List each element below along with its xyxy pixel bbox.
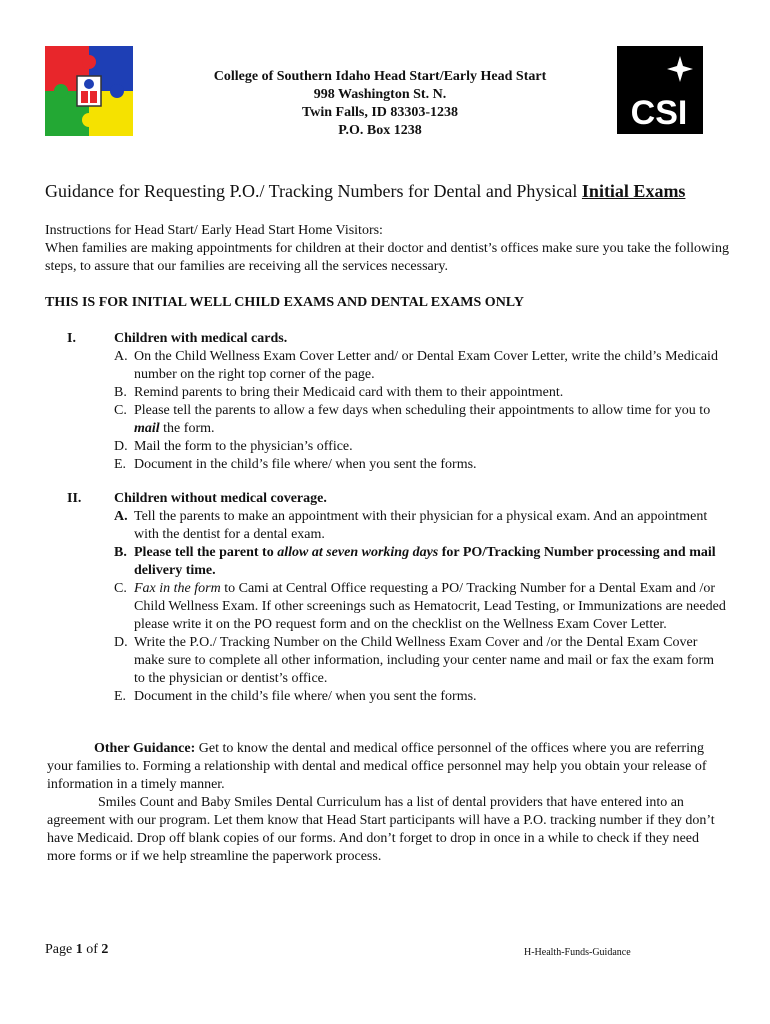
other-guidance (47, 740, 727, 866)
intro-paragraph (45, 222, 735, 276)
list-item: B. Please tell the parent to allow at seven working days for PO/Tracking Number processing and mail delivery time. (114, 545, 716, 578)
list-item: D. Mail the form to the physician’s office. (114, 439, 353, 454)
section-numeral: I. (67, 331, 76, 346)
city-state-zip: Twin Falls, ID 83303-1238 (301, 105, 459, 120)
csi-logo (617, 46, 703, 134)
document-code: H-Health-Funds-Guidance (524, 947, 631, 958)
section-list (114, 508, 726, 706)
list-item: E. Document in the child’s file where/ when you sent the forms. (114, 689, 477, 704)
section-list (114, 348, 726, 474)
list-item: A. On the Child Wellness Exam Cover Letter and/ or Dental Exam Cover Letter, write the child’s Medicaid number on the right top corner of the page. (114, 349, 718, 382)
street-address: 998 Washington St. N. (313, 87, 447, 102)
section-heading: Children with medical cards. (114, 331, 288, 346)
child-figure-icon (77, 76, 101, 106)
po-box: P.O. Box 1238 (338, 123, 422, 138)
list-item: C. Fax in the form to Cami at Central Office requesting a PO/ Tracking Number for a Dental Exam and /or Child Wellness Exam. If other screenings such as Hematocrit, Lead Testing, or Immunizations are needed please write it on the PO request form and on the checklist on the Wellness Exam Cover Letter. (114, 581, 726, 632)
organization-address (150, 68, 610, 140)
csi-logo-text: CSI (630, 94, 688, 132)
title-main: Guidance for Requesting P.O./ Tracking Numbers for Dental and Physical (45, 181, 582, 201)
list-item: B. Remind parents to bring their Medicaid card with them to their appointment. (114, 385, 564, 400)
list-item: C. Please tell the parents to allow a few days when scheduling their appointments to allow time for you to mail the form. (114, 403, 711, 436)
head-start-puzzle-logo (45, 46, 133, 136)
exam-scope-note: THIS IS FOR INITIAL WELL CHILD EXAMS AND DENTAL EXAMS ONLY (45, 295, 524, 310)
org-name: College of Southern Idaho Head Start/Early Head Start (213, 69, 547, 84)
list-item: D. Write the P.O./ Tracking Number on the Child Wellness Exam Cover and /or the Dental Exam Cover make sure to complete all other information, including your center name and mail or fax the exam form to the physician or dentist’s office. (114, 635, 715, 686)
list-item: A. Tell the parents to make an appointment with their physician for a physical exam. And an appointment with the dentist for a dental exam. (114, 509, 708, 542)
intro-line-2: When families are making appointments for children at their doctor and dentist’s offices make sure you take the following steps, to assure that our families are receiving all the services necessary. (45, 241, 729, 274)
other-guidance-para-2: Smiles Count and Baby Smiles Dental Curriculum has a list of dental providers that have entered into an agreement with our program. Let them know that Head Start participants will have a P.O. tracking number if they don’t have Medicaid. Drop off blank copies of our forms. And don’t forget to drop in once in a while to check if they need more forms or if we help streamline the paperwork process. (47, 795, 715, 864)
intro-line-1: Instructions for Head Start/ Early Head Start Home Visitors: (45, 223, 383, 238)
section-numeral: II. (67, 491, 82, 506)
page-title (45, 180, 735, 202)
title-emphasis: Initial Exams (581, 181, 686, 201)
page-number: Page 1 of 2 (45, 942, 109, 957)
section-heading: Children without medical coverage. (114, 491, 327, 506)
other-guidance-para-1: Other Guidance: Get to know the dental and medical office personnel of the offices where you are referring your families to. Forming a relationship with dental and medical office personnel may help you obtain your release of information in a timely manner. (47, 741, 707, 792)
list-item: E. Document in the child’s file where/ when you sent the forms. (114, 457, 477, 472)
